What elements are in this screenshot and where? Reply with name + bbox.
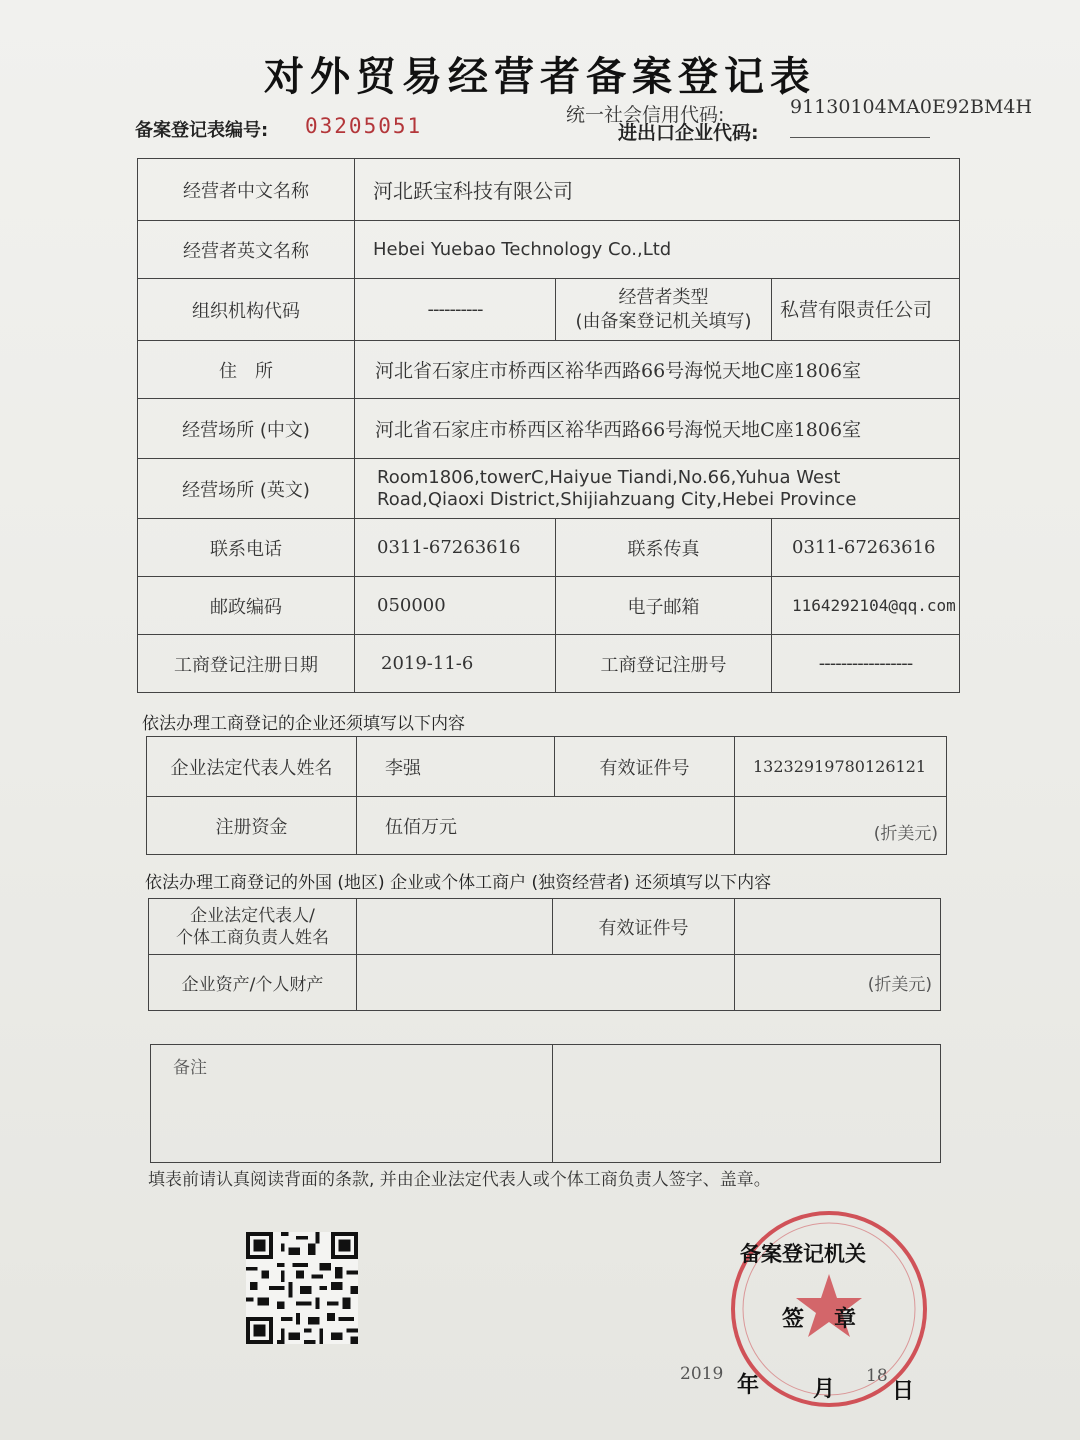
org-code-label: 组织机构代码 (138, 279, 355, 341)
footer-note: 填表前请认真阅读背面的条款, 并由企业法定代表人或个体工商负责人签字、盖章。 (148, 1170, 771, 1190)
table-row (149, 955, 941, 1011)
foreign-id-label: 有效证件号 (553, 899, 735, 955)
table-row (138, 221, 960, 279)
reg-no-value: 03205051 (305, 114, 423, 138)
email-label: 电子邮箱 (556, 577, 772, 635)
sign-label: 签章 (782, 1307, 887, 1332)
operator-type-value: 私营有限责任公司 (772, 279, 960, 341)
reg-no-label: 备案登记表编号: (135, 120, 269, 141)
capital-usd-label: (折美元) (735, 797, 947, 855)
table-row (138, 279, 960, 341)
id-number-label: 有效证件号 (555, 737, 735, 797)
postal-value: 050000 (355, 577, 556, 635)
place-cn-label: 经营场所 (中文) (138, 399, 355, 459)
postal-label: 邮政编码 (138, 577, 355, 635)
table-row (147, 797, 947, 855)
foreign-rep-label-line2: 个体工商负责人姓名 (176, 927, 329, 948)
name-en-value: Hebei Yuebao Technology Co.,Ltd (355, 221, 960, 279)
org-code-value: ---------- (355, 279, 556, 341)
name-cn-value: 河北跃宝科技有限公司 (355, 159, 960, 221)
operator-type-label-line1: 经营者类型 (618, 286, 709, 308)
place-en-value: Room1806,towerC,Haiyue Tiandi,No.66,Yuhua West Road,Qiaoxi District,Shijiahzuang City,Hebei Province (355, 459, 960, 519)
remarks-label: 备注 (151, 1045, 553, 1163)
place-en-label: 经营场所 (英文) (138, 459, 355, 519)
legal-rep-value: 李强 (357, 737, 555, 797)
address-value: 河北省石家庄市桥西区裕华西路66号海悦天地C座1806室 (355, 341, 960, 399)
foreign-assets-label: 企业资产/个人财产 (149, 955, 357, 1011)
ie-code-blank-line (790, 137, 930, 138)
qr-code-icon (246, 1232, 358, 1344)
reg-date-value: 2019-11-6 (355, 635, 556, 693)
fax-label: 联系传真 (556, 519, 772, 577)
reg-number-label: 工商登记注册号 (556, 635, 772, 693)
main-info-table (137, 158, 960, 693)
foreign-rep-value (357, 899, 553, 955)
table-row (138, 459, 960, 519)
table-row (151, 1045, 941, 1163)
table-row (138, 519, 960, 577)
table-row (138, 399, 960, 459)
remarks-value (553, 1045, 941, 1163)
capital-label: 注册资金 (147, 797, 357, 855)
date-year-label: 年 (737, 1373, 760, 1398)
authority-label: 备案登记机关 (740, 1242, 866, 1266)
foreign-table (148, 898, 941, 1011)
name-cn-label: 经营者中文名称 (138, 159, 355, 221)
date-month-label: 月 (813, 1377, 836, 1402)
table-row (138, 341, 960, 399)
domestic-table (146, 736, 947, 855)
table-row (138, 577, 960, 635)
date-day-label: 日 (892, 1379, 915, 1404)
table-row (138, 635, 960, 693)
foreign-usd-label: (折美元) (735, 955, 941, 1011)
date-day: 18 (866, 1366, 888, 1386)
date-year: 2019 (680, 1364, 724, 1384)
foreign-rep-label (149, 899, 357, 955)
credit-code-value: 91130104MA0E92BM4H (790, 96, 1033, 118)
foreign-rep-label-line1: 企业法定代表人/ (190, 905, 315, 926)
address-label: 住 所 (138, 341, 355, 399)
table-row (149, 899, 941, 955)
email-value: 1164292104@qq.com (772, 577, 960, 635)
place-cn-value: 河北省石家庄市桥西区裕华西路66号海悦天地C座1806室 (355, 399, 960, 459)
reg-number-value: ----------------- (772, 635, 960, 693)
credit-code-label: 统一社会信用代码: (566, 104, 725, 126)
id-number-value: 13232919780126121 (735, 737, 947, 797)
ie-code-label: 进出口企业代码: (618, 122, 759, 144)
foreign-id-value (735, 899, 941, 955)
name-en-label: 经营者英文名称 (138, 221, 355, 279)
phone-label: 联系电话 (138, 519, 355, 577)
legal-rep-label: 企业法定代表人姓名 (147, 737, 357, 797)
capital-value: 伍佰万元 (357, 797, 735, 855)
table-row (138, 159, 960, 221)
operator-type-label (556, 279, 772, 341)
domestic-section-heading: 依法办理工商登记的企业还须填写以下内容 (142, 714, 465, 734)
foreign-section-heading: 依法办理工商登记的外国 (地区) 企业或个体工商户 (独资经营者) 还须填写以下内容 (145, 873, 772, 893)
operator-type-label-line2: (由备案登记机关填写) (575, 310, 752, 332)
remarks-table (150, 1044, 941, 1163)
reg-date-label: 工商登记注册日期 (138, 635, 355, 693)
table-row (147, 737, 947, 797)
document-title: 对外贸易经营者备案登记表 (264, 54, 816, 100)
fax-value: 0311-67263616 (772, 519, 960, 577)
foreign-assets-value (357, 955, 735, 1011)
phone-value: 0311-67263616 (355, 519, 556, 577)
